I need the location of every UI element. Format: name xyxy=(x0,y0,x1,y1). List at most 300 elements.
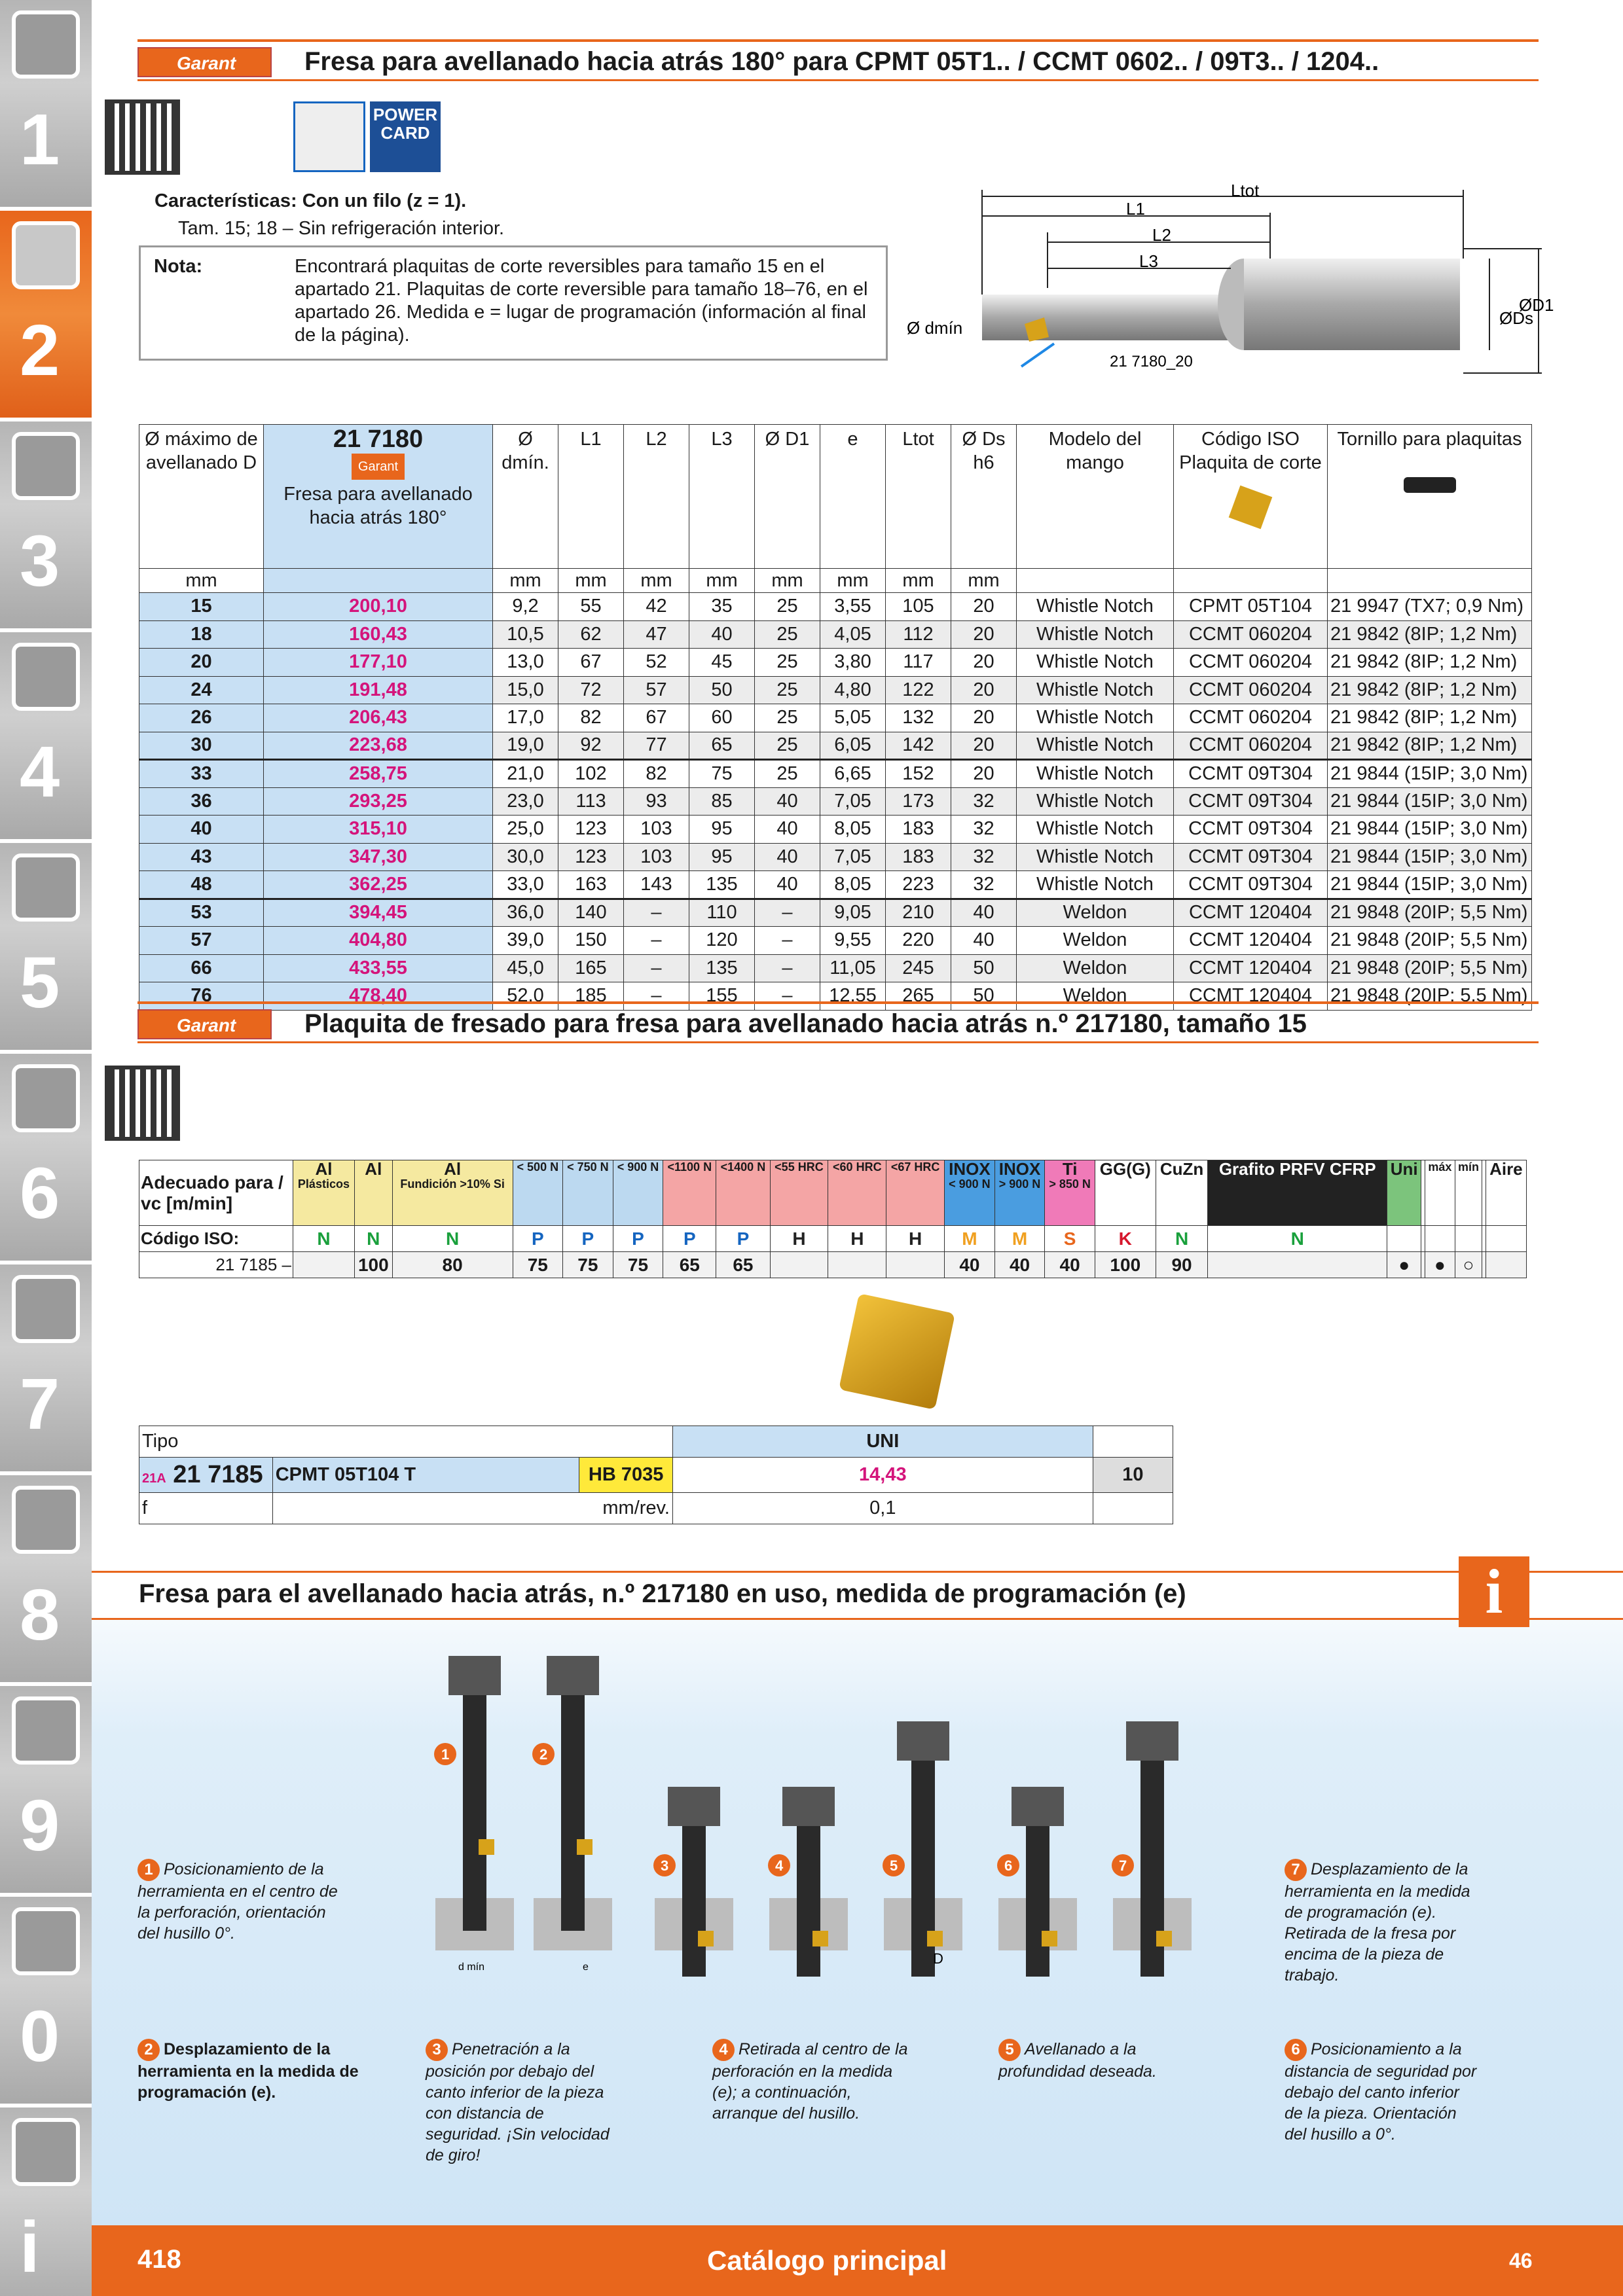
table-cell: 32 xyxy=(951,787,1017,816)
chapter-number: 4 xyxy=(20,732,60,812)
table-cell: CCMT 120404 xyxy=(1174,954,1328,982)
table-cell: 6,05 xyxy=(820,732,886,760)
table-cell: 30,0 xyxy=(493,843,558,871)
iso-code: P xyxy=(513,1226,563,1252)
table-cell: 21 9842 (8IP; 1,2 Nm) xyxy=(1328,676,1532,704)
table-row xyxy=(139,954,1532,982)
code-cell: 21A 21 7185 xyxy=(139,1458,273,1493)
vc-value: 65 xyxy=(716,1252,770,1278)
step-marker-label: 4 xyxy=(775,1857,784,1874)
table-cell: Whistle Notch xyxy=(1017,816,1174,844)
fig-d: D xyxy=(933,1950,943,1967)
iso-code xyxy=(1425,1226,1455,1252)
table-cell: Whistle Notch xyxy=(1017,843,1174,871)
table-cell: 135 xyxy=(689,954,755,982)
vc-value: 40 xyxy=(994,1252,1045,1278)
iso-code: H xyxy=(828,1226,886,1252)
sidebar-tab-4[interactable] xyxy=(0,632,92,843)
table-cell: 40 xyxy=(755,843,820,871)
col-e: e xyxy=(820,425,886,569)
table-cell: 72 xyxy=(558,676,624,704)
f-label: f xyxy=(139,1493,273,1524)
material-col xyxy=(1045,1160,1095,1226)
sidebar-tab-9[interactable] xyxy=(0,1686,92,1897)
qty-cell: 10 xyxy=(1093,1458,1173,1493)
vc-value: 100 xyxy=(354,1252,392,1278)
table-cell: 35 xyxy=(689,593,755,621)
chapter-icon xyxy=(12,1486,80,1554)
chapter-number: 0 xyxy=(20,1996,60,2077)
section3-header xyxy=(92,1571,1623,1620)
col-d1: Ø D1 xyxy=(755,425,820,569)
unit-cell: mm xyxy=(139,569,264,593)
table-cell: CPMT 05T104 xyxy=(1174,593,1328,621)
table-cell: 478,40 xyxy=(264,982,493,1011)
price-table xyxy=(139,1426,1173,1524)
material-col xyxy=(1208,1160,1387,1226)
table-cell: 62 xyxy=(558,620,624,649)
material-top: Uni xyxy=(1390,1159,1418,1179)
tool-shank xyxy=(561,1676,585,1931)
unit-cell xyxy=(264,569,493,593)
garant-logo: Garant xyxy=(137,1009,272,1039)
table-cell: 67 xyxy=(624,704,689,732)
col-l2: L2 xyxy=(624,425,689,569)
table-cell: 40 xyxy=(755,787,820,816)
table-cell: 52,0 xyxy=(493,982,558,1011)
table-cell: 113 xyxy=(558,787,624,816)
table-cell: 17,0 xyxy=(493,704,558,732)
unit-cell: mm xyxy=(755,569,820,593)
table-cell: CCMT 060204 xyxy=(1174,676,1328,704)
table-cell: 165 xyxy=(558,954,624,982)
table-cell: 152 xyxy=(886,760,951,788)
chapter-number: 8 xyxy=(20,1575,60,1655)
table-cell: 57 xyxy=(139,927,264,955)
unit-cell: mm xyxy=(951,569,1017,593)
dim-l3: L3 xyxy=(1139,251,1158,271)
table-cell: Whistle Notch xyxy=(1017,787,1174,816)
row-label: 21 7185 – xyxy=(139,1252,293,1278)
col-screw: Tornillo para plaquitas xyxy=(1328,425,1532,569)
table-cell: – xyxy=(755,954,820,982)
material-col xyxy=(1425,1160,1455,1226)
table-cell: 25 xyxy=(755,732,820,760)
section1-title: Fresa para avellanado hacia atrás 180° para CPMT 05T1.. / CCMT 0602.. / 09T3.. / 1204.. xyxy=(304,47,1379,76)
code-label: 21 7180 xyxy=(333,425,424,453)
table-cell: 433,55 xyxy=(264,954,493,982)
iso-code: P xyxy=(663,1226,716,1252)
table-cell: Whistle Notch xyxy=(1017,649,1174,677)
material-col xyxy=(354,1160,392,1226)
qr-code-icon[interactable] xyxy=(105,99,180,175)
unit-cell: mm xyxy=(558,569,624,593)
iso-code: S xyxy=(1045,1226,1095,1252)
table-cell: 53 xyxy=(139,899,264,927)
table-cell: CCMT 120404 xyxy=(1174,899,1328,927)
table-row xyxy=(139,676,1532,704)
insert-icon xyxy=(927,1931,943,1946)
material-sub: máx xyxy=(1428,1160,1452,1174)
iso-code: N xyxy=(392,1226,513,1252)
col-ds: Ø Ds h6 xyxy=(951,425,1017,569)
table-cell: 142 xyxy=(886,732,951,760)
tool-body xyxy=(1244,259,1460,350)
table-cell: 36,0 xyxy=(493,899,558,927)
table-cell: – xyxy=(624,899,689,927)
table-cell: 112 xyxy=(886,620,951,649)
table-row xyxy=(139,732,1532,760)
table-cell: Whistle Notch xyxy=(1017,676,1174,704)
table-cell: 43 xyxy=(139,843,264,871)
chapter-icon xyxy=(12,221,80,289)
table-cell: 95 xyxy=(689,816,755,844)
table-row xyxy=(139,899,1532,927)
table-cell: 210 xyxy=(886,899,951,927)
table-cell: 155 xyxy=(689,982,755,1011)
material-sub: < 900 N xyxy=(617,1160,659,1174)
table-cell: 7,05 xyxy=(820,787,886,816)
material-col xyxy=(1455,1160,1482,1226)
sidebar-tab-5[interactable] xyxy=(0,843,92,1054)
table-cell: 206,43 xyxy=(264,704,493,732)
iso-code: M xyxy=(994,1226,1045,1252)
table-cell: 25 xyxy=(755,593,820,621)
qr-code-icon[interactable] xyxy=(105,1066,180,1141)
vc-value: ○ xyxy=(1455,1252,1482,1278)
step-1: 1 Posicionamiento de la herramienta en el centro de la perforación, orientación del husillo 0°. xyxy=(137,1860,338,1943)
chapter-number: 2 xyxy=(20,310,60,391)
material-sub: < 500 N xyxy=(517,1160,559,1174)
table-cell: 40 xyxy=(951,927,1017,955)
col-ltot: Ltot xyxy=(886,425,951,569)
table-cell: 25,0 xyxy=(493,816,558,844)
table-cell: 13,0 xyxy=(493,649,558,677)
iso-code: H xyxy=(770,1226,828,1252)
table-cell: 45 xyxy=(689,649,755,677)
table-cell: 25 xyxy=(755,704,820,732)
sizes-text: Tam. 15; 18 – Sin refrigeración interior. xyxy=(178,218,505,239)
vc-value: 65 xyxy=(663,1252,716,1278)
step-marker-label: 3 xyxy=(661,1857,669,1874)
table-cell: 65 xyxy=(689,732,755,760)
vc-value: ● xyxy=(1425,1252,1455,1278)
iso-code: P xyxy=(716,1226,770,1252)
iso-code: N xyxy=(354,1226,392,1252)
material-col xyxy=(1156,1160,1208,1226)
iso-code: K xyxy=(1095,1226,1156,1252)
table-cell: 20 xyxy=(951,593,1017,621)
screw-icon xyxy=(1404,477,1456,493)
table-cell: 223,68 xyxy=(264,732,493,760)
step-7: 7 Desplazamiento de la herramienta en la medida de programación (e). Retirada de la fresa por encima de la pieza de trabajo. xyxy=(1285,1860,1470,1984)
info-icon[interactable]: i xyxy=(1459,1556,1529,1627)
col-dmin: Ø dmín. xyxy=(493,425,558,569)
sidebar-tab-8[interactable] xyxy=(0,1475,92,1686)
table-cell: 177,10 xyxy=(264,649,493,677)
box-icon xyxy=(1093,1426,1173,1458)
table-cell: 140 xyxy=(558,899,624,927)
table-cell: 36 xyxy=(139,787,264,816)
table-cell: 67 xyxy=(558,649,624,677)
table-cell: 200,10 xyxy=(264,593,493,621)
table-cell: 15 xyxy=(139,593,264,621)
material-sub: Fundición >10% Si xyxy=(400,1177,505,1191)
iso-code: M xyxy=(945,1226,995,1252)
table-cell: 102 xyxy=(558,760,624,788)
step-3: 3 Penetración a la posición por debajo del canto inferior de la pieza con distancia de seguridad. ¡Sin velocidad de giro! xyxy=(426,2040,610,2164)
tool-holder xyxy=(1126,1721,1178,1761)
step-6: 6 Posicionamiento a la distancia de seguridad por debajo del canto inferior de la pieza. Orientación del husillo a 0°. xyxy=(1285,2040,1477,2144)
table-cell: 12,55 xyxy=(820,982,886,1011)
table-cell: Whistle Notch xyxy=(1017,620,1174,649)
table-cell: 82 xyxy=(624,760,689,788)
dim-dmin: Ø dmín xyxy=(907,318,963,338)
table-cell: 26 xyxy=(139,704,264,732)
table-cell: 92 xyxy=(558,732,624,760)
table-cell: 66 xyxy=(139,954,264,982)
table-cell: 20 xyxy=(951,620,1017,649)
table-cell: 19,0 xyxy=(493,732,558,760)
material-sub: <60 HRC xyxy=(833,1160,882,1174)
drawing-caption: 21 7180_20 xyxy=(1110,353,1193,370)
material-top: Al xyxy=(315,1159,333,1179)
vc-value: 75 xyxy=(513,1252,563,1278)
chapter-icon xyxy=(12,1064,80,1132)
table-cell: 3,55 xyxy=(820,593,886,621)
unit-cell: mm xyxy=(820,569,886,593)
fig-e: e xyxy=(583,1962,589,1973)
chapter-icon xyxy=(12,853,80,922)
col-code xyxy=(264,425,493,569)
table-cell: 47 xyxy=(624,620,689,649)
table-cell: 21 9842 (8IP; 1,2 Nm) xyxy=(1328,732,1532,760)
table-cell: CCMT 060204 xyxy=(1174,704,1328,732)
table-cell: 245 xyxy=(886,954,951,982)
tool-shank xyxy=(463,1676,486,1931)
table-cell: CCMT 060204 xyxy=(1174,620,1328,649)
dim-d1: ØD1 xyxy=(1519,295,1554,315)
material-top: Al xyxy=(365,1159,382,1179)
vc-value: 90 xyxy=(1156,1252,1208,1278)
table-cell: – xyxy=(755,982,820,1011)
table-cell: 404,80 xyxy=(264,927,493,955)
col-l1: L1 xyxy=(558,425,624,569)
sidebar-tab-0[interactable] xyxy=(0,1897,92,2108)
material-top: Al xyxy=(444,1159,462,1179)
suitable-label: Adecuado para / vc [m/min] xyxy=(139,1160,293,1226)
table-row xyxy=(139,871,1532,899)
table-cell: 82 xyxy=(558,704,624,732)
vc-value xyxy=(828,1252,886,1278)
tool-holder xyxy=(448,1656,501,1695)
vc-value: 75 xyxy=(613,1252,663,1278)
table-cell: 42 xyxy=(624,593,689,621)
tool-shank xyxy=(1026,1806,1049,1977)
col-d: Ø máximo de avellanado D xyxy=(139,425,264,569)
tool-shank xyxy=(682,1806,706,1977)
sidebar-tab-i[interactable] xyxy=(0,2108,92,2296)
table-cell: 11,05 xyxy=(820,954,886,982)
chapter-icon xyxy=(12,10,80,79)
table-cell: 347,30 xyxy=(264,843,493,871)
table-cell: CCMT 120404 xyxy=(1174,982,1328,1011)
table-cell: 21 9844 (15IP; 3,0 Nm) xyxy=(1328,760,1532,788)
table-cell: 191,48 xyxy=(264,676,493,704)
uni-header: UNI xyxy=(672,1426,1093,1458)
chapter-number: 5 xyxy=(20,942,60,1023)
material-sub: <1100 N xyxy=(667,1160,712,1174)
sidebar-tab-2[interactable] xyxy=(0,211,92,422)
step-2: 2 Desplazamiento de la herramienta en la medida de programación (e). xyxy=(137,2040,359,2102)
insert-icon xyxy=(1156,1931,1172,1946)
material-col xyxy=(663,1160,716,1226)
table-cell: 55 xyxy=(558,593,624,621)
table-cell: – xyxy=(624,954,689,982)
table-cell: 57 xyxy=(624,676,689,704)
table-cell: 265 xyxy=(886,982,951,1011)
material-sub: <55 HRC xyxy=(775,1160,824,1174)
note-box xyxy=(139,245,888,361)
material-col xyxy=(994,1160,1045,1226)
table-cell: 21 9848 (20IP; 5,5 Nm) xyxy=(1328,899,1532,927)
insert-icon xyxy=(812,1931,828,1946)
vc-value: ● xyxy=(1387,1252,1421,1278)
table-cell: 150 xyxy=(558,927,624,955)
table-cell: 21 9842 (8IP; 1,2 Nm) xyxy=(1328,704,1532,732)
table-cell: 8,05 xyxy=(820,871,886,899)
table-cell: Weldon xyxy=(1017,927,1174,955)
material-col xyxy=(392,1160,513,1226)
table-cell: CCMT 120404 xyxy=(1174,927,1328,955)
step-marker-label: 5 xyxy=(890,1857,898,1874)
table-row xyxy=(139,787,1532,816)
step-marker-label: 7 xyxy=(1119,1857,1127,1874)
chapter-icon xyxy=(12,1907,80,1975)
table-cell: 40 xyxy=(951,899,1017,927)
table-cell: 21 9848 (20IP; 5,5 Nm) xyxy=(1328,982,1532,1011)
table-cell: 21 9947 (TX7; 0,9 Nm) xyxy=(1328,593,1532,621)
sidebar-tab-1[interactable] xyxy=(0,0,92,211)
chapter-number: 3 xyxy=(20,521,60,601)
step-marker-label: 1 xyxy=(441,1746,450,1763)
chapter-icon xyxy=(12,2118,80,2186)
grade-cell: HB 7035 xyxy=(579,1458,673,1493)
table-cell: 21,0 xyxy=(493,760,558,788)
vc-value xyxy=(1208,1252,1387,1278)
vc-value xyxy=(886,1252,945,1278)
table-cell: 117 xyxy=(886,649,951,677)
material-sub: > 850 N xyxy=(1049,1177,1091,1191)
tool-shank xyxy=(982,295,1231,340)
table-cell: 25 xyxy=(755,649,820,677)
table-row xyxy=(139,593,1532,621)
table-cell: 135 xyxy=(689,871,755,899)
vc-value xyxy=(770,1252,828,1278)
table-row xyxy=(139,760,1532,788)
table-cell: 143 xyxy=(624,871,689,899)
table-cell: CCMT 09T304 xyxy=(1174,787,1328,816)
unit-cell: mm xyxy=(493,569,558,593)
iso-code: H xyxy=(886,1226,945,1252)
table-cell: 76 xyxy=(139,982,264,1011)
sidebar-tab-3[interactable] xyxy=(0,422,92,632)
unit-cell xyxy=(1328,569,1532,593)
table-cell: 32 xyxy=(951,816,1017,844)
material-sub: > 900 N xyxy=(998,1177,1041,1191)
table-cell: 4,80 xyxy=(820,676,886,704)
step-marker-label: 6 xyxy=(1004,1857,1013,1874)
note-label: Nota: xyxy=(154,256,203,277)
table-cell: 21 9848 (20IP; 5,5 Nm) xyxy=(1328,927,1532,955)
chapter-number: 9 xyxy=(20,1785,60,1866)
chapter-icon xyxy=(12,1696,80,1765)
sidebar-tab-6[interactable] xyxy=(0,1054,92,1265)
material-sub: <67 HRC xyxy=(890,1160,940,1174)
table-cell: 103 xyxy=(624,843,689,871)
material-col xyxy=(613,1160,663,1226)
table-cell: Whistle Notch xyxy=(1017,593,1174,621)
table-cell: 362,25 xyxy=(264,871,493,899)
table-cell: – xyxy=(755,927,820,955)
table-cell: CCMT 09T304 xyxy=(1174,816,1328,844)
table-cell: 15,0 xyxy=(493,676,558,704)
table-cell: 120 xyxy=(689,927,755,955)
table-cell: 32 xyxy=(951,871,1017,899)
table-cell: 3,80 xyxy=(820,649,886,677)
vc-value: 40 xyxy=(945,1252,995,1278)
col-iso: Código ISO Plaquita de corte xyxy=(1174,425,1328,569)
table-cell: 85 xyxy=(689,787,755,816)
table-cell: CCMT 060204 xyxy=(1174,649,1328,677)
dim-ds: ØDs xyxy=(1499,308,1533,328)
fig-dmin: d mín xyxy=(458,1962,485,1973)
table-cell: 122 xyxy=(886,676,951,704)
table-cell: 394,45 xyxy=(264,899,493,927)
chapter-icon xyxy=(12,643,80,711)
price-cell: 14,43 xyxy=(672,1458,1093,1493)
table-cell: 24 xyxy=(139,676,264,704)
section2-header xyxy=(137,1001,1539,1043)
iso-code: N xyxy=(1208,1226,1387,1252)
dim-ltot: Ltot xyxy=(1231,181,1260,200)
table-cell: 33,0 xyxy=(493,871,558,899)
section2-title: Plaquita de fresado para fresa para avellanado hacia atrás n.º 217180, tamaño 15 xyxy=(304,1009,1307,1038)
tool-holder xyxy=(668,1787,720,1826)
material-top: INOX xyxy=(998,1159,1041,1179)
table-cell: 20 xyxy=(951,760,1017,788)
chapter-number: 7 xyxy=(20,1364,60,1444)
material-top: Grafito PRFV CFRP xyxy=(1218,1159,1376,1179)
table-cell: 25 xyxy=(755,760,820,788)
iso-code: P xyxy=(613,1226,663,1252)
product-table xyxy=(139,424,1532,1011)
table-cell: Whistle Notch xyxy=(1017,871,1174,899)
table-cell: 21 9842 (8IP; 1,2 Nm) xyxy=(1328,620,1532,649)
table-cell: 23,0 xyxy=(493,787,558,816)
iso-code: N xyxy=(293,1226,355,1252)
table-cell: 9,05 xyxy=(820,899,886,927)
vc-value: 40 xyxy=(1045,1252,1095,1278)
material-sub: <1400 N xyxy=(720,1160,766,1174)
iso-code xyxy=(1387,1226,1421,1252)
f-value: 0,1 xyxy=(672,1493,1093,1524)
table-cell: 10,5 xyxy=(493,620,558,649)
table-cell: 21 9844 (15IP; 3,0 Nm) xyxy=(1328,871,1532,899)
sidebar-tab-7[interactable] xyxy=(0,1265,92,1475)
table-cell: 183 xyxy=(886,816,951,844)
garant-logo-small: Garant xyxy=(352,454,405,480)
